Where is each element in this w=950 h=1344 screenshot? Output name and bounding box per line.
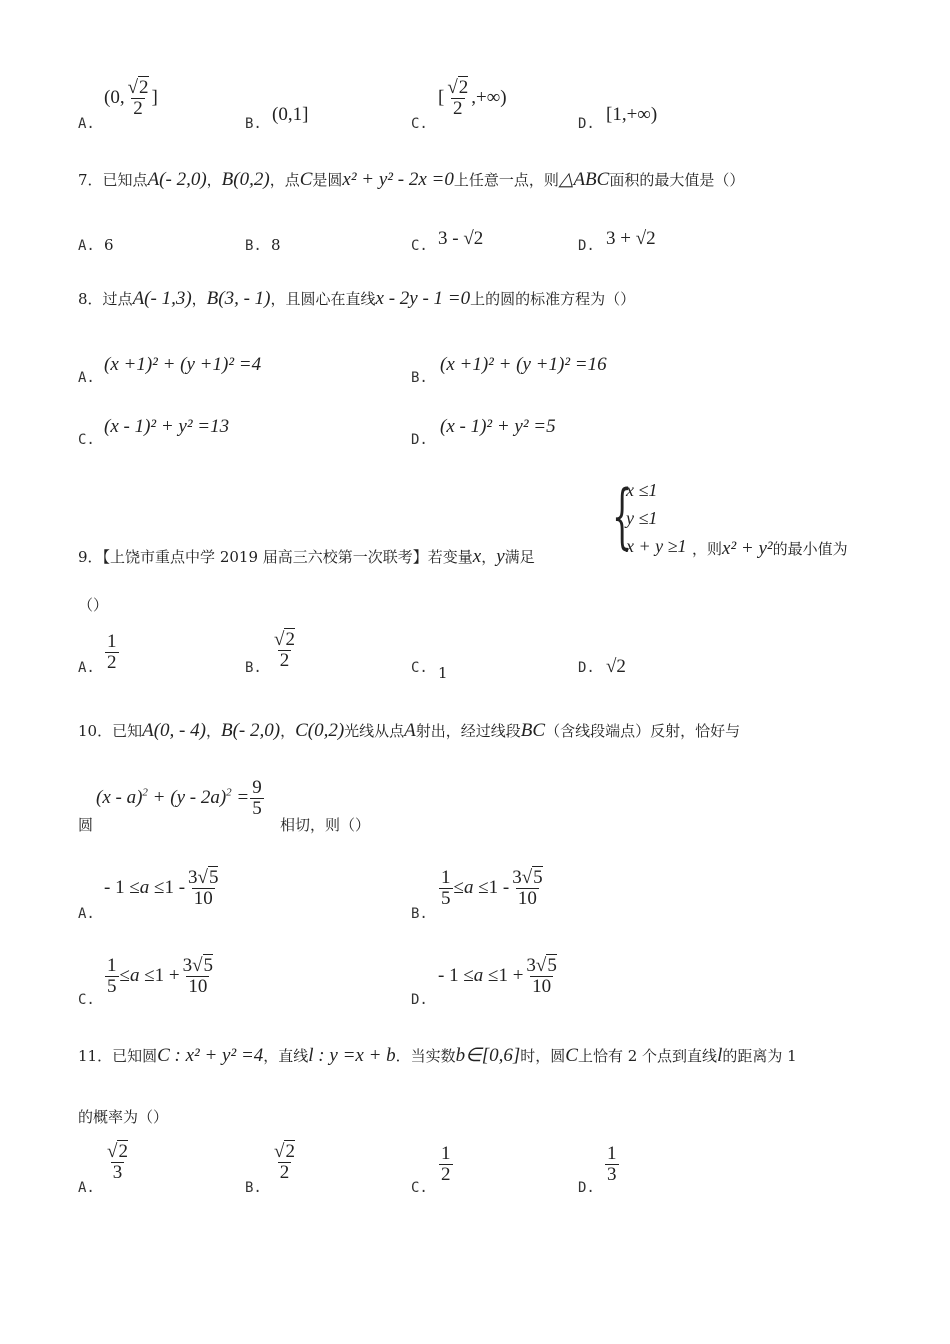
q10-circle-eq: (x - a)$^2$ + (y - 2a)$^2$ = $\frac{9}{5}$ bbox=[96, 777, 262, 819]
q10-option-d-label: D. bbox=[411, 992, 428, 1008]
q9-stem-line1-a bbox=[78, 546, 535, 568]
q10-option-c-label: C. bbox=[78, 992, 95, 1008]
q11-option-a-label: A. bbox=[78, 1180, 95, 1196]
q8-line-eq: x - 2y - 1 =0 bbox=[375, 288, 471, 309]
q11-stem-line1 bbox=[78, 1044, 797, 1067]
q8-option-b-math: (x +1)² + (y +1)² =16 bbox=[440, 354, 607, 375]
q10-var-a: A bbox=[404, 720, 416, 741]
q11-option-c-math: $\frac{1}{2}$ bbox=[441, 1143, 451, 1185]
q6-option-b-math: (0,1] bbox=[272, 104, 309, 125]
q9-text-4: 的最小值为 bbox=[772, 540, 848, 558]
q7-point-a: A(- 2,0) bbox=[147, 169, 207, 190]
q7-circle-eq: x² + y² - 2x =0 bbox=[342, 169, 454, 190]
q8-option-c-label: C. bbox=[78, 432, 95, 448]
q11-condition: b∈[0,6] bbox=[455, 1045, 521, 1066]
q8-point-a: A(- 1,3) bbox=[132, 288, 192, 309]
q10-sep-1: ， bbox=[205, 722, 221, 740]
q9-constraint-3: x + y ≥1 bbox=[626, 536, 687, 556]
q8-point-b: B(3, - 1) bbox=[206, 288, 271, 309]
q9-option-b-math: $\frac{√2}{2}$ bbox=[274, 629, 295, 671]
q11-text-6: 的距离为 1 bbox=[722, 1047, 797, 1065]
q8-option-c-math: (x - 1)² + y² =13 bbox=[104, 416, 230, 437]
q10-option-b-label: B. bbox=[411, 906, 428, 922]
q9-option-d-label: D. bbox=[578, 660, 595, 676]
q9-option-a-label: A. bbox=[78, 660, 95, 676]
q10-option-c-math: $\frac{1}{5}$ ≤a ≤1 + $\frac{3√5}{10}$ bbox=[107, 955, 214, 997]
q11-option-c-label: C. bbox=[411, 1180, 428, 1196]
q6-option-d-label: D. bbox=[578, 116, 595, 132]
q7-option-b-text: 8 bbox=[271, 236, 281, 254]
q6-option-c-math: [ $\frac{√2}{2}$ ,+∞) bbox=[438, 77, 507, 119]
q9-constraint-1: x ≤1 bbox=[626, 480, 658, 500]
q7-text-3: 是圆 bbox=[312, 171, 343, 189]
q10-text-5: 圆 bbox=[78, 816, 94, 834]
q9-text-1: 【上饶市重点中学 2019 届高三六校第一次联考】若变量 bbox=[102, 548, 473, 566]
q7-option-a-label: A. bbox=[78, 238, 95, 254]
q7-text-4: 上任意一点，则 bbox=[453, 171, 559, 189]
q11-number: 11． bbox=[78, 1047, 113, 1065]
q10-sep-2: ， bbox=[280, 722, 296, 740]
q11-text-2: ，直线 bbox=[263, 1047, 309, 1065]
q10-stem-line1 bbox=[78, 720, 740, 742]
q9-brace: { bbox=[612, 475, 633, 557]
q11-text-5: 上恰有 2 个点到直线 bbox=[577, 1047, 718, 1065]
q9-option-c-text: 1 bbox=[438, 664, 448, 682]
q7-option-d-math: 3 + √2 bbox=[606, 228, 656, 249]
q7-triangle: △ABC bbox=[558, 169, 610, 190]
q7-point-b: B(0,2) bbox=[221, 169, 270, 190]
q9-sep: ， bbox=[481, 548, 497, 566]
q11-option-d-math: $\frac{1}{3}$ bbox=[607, 1143, 617, 1185]
q8-text-2: ，且圆心在直线 bbox=[270, 290, 376, 308]
q9-constraint-2: y ≤1 bbox=[626, 508, 658, 528]
q11-text-1: 已知圆 bbox=[112, 1047, 158, 1065]
q7-option-d-label: D. bbox=[578, 238, 595, 254]
q9-var-y: y bbox=[496, 546, 505, 567]
q8-text-3: 上的圆的标准方程为（） bbox=[470, 290, 636, 308]
q11-text-3: ．当实数 bbox=[395, 1047, 456, 1065]
q11-var-l: l bbox=[717, 1045, 723, 1066]
q10-text-4: （含线段端点）反射，恰好与 bbox=[545, 722, 741, 740]
q8-option-d-label: D. bbox=[411, 432, 428, 448]
q11-line-eq: l : y =x + b bbox=[308, 1045, 396, 1066]
q10-option-a-label: A. bbox=[78, 906, 95, 922]
q8-sep: ， bbox=[191, 290, 207, 308]
q7-option-a-text: 6 bbox=[104, 236, 114, 254]
q9-number: 9． bbox=[78, 548, 103, 566]
q9-option-a-math: $\frac{1}{2}$ bbox=[107, 631, 117, 673]
q8-option-b-label: B. bbox=[411, 370, 428, 386]
q7-stem bbox=[78, 168, 744, 191]
q6-option-a-label: A. bbox=[78, 116, 95, 132]
q10-text-1: 已知 bbox=[112, 722, 143, 740]
q7-sep: ， bbox=[206, 171, 222, 189]
q11-option-d-label: D. bbox=[578, 1180, 595, 1196]
q11-option-b-math: $\frac{√2}{2}$ bbox=[274, 1141, 295, 1183]
q6-option-a-math: (0, $\frac{√2}{2}$ ] bbox=[104, 77, 158, 119]
q10-segment: BC bbox=[520, 720, 546, 741]
q8-option-d-math: (x - 1)² + y² =5 bbox=[440, 416, 556, 437]
q7-point-c: C bbox=[299, 169, 313, 190]
q7-text-2: ，点 bbox=[269, 171, 300, 189]
q7-option-c-math: 3 - √2 bbox=[438, 228, 484, 249]
q9-option-b-label: B. bbox=[245, 660, 262, 676]
q6-option-b-label: B. bbox=[245, 116, 262, 132]
q10-point-c: C(0,2) bbox=[295, 720, 345, 741]
q9-stem-line1-b bbox=[692, 538, 848, 560]
q7-option-b-label: B. bbox=[245, 238, 262, 254]
q7-option-c-label: C. bbox=[411, 238, 428, 254]
q9-text-5: （） bbox=[78, 596, 109, 614]
q11-text-7: 的概率为（） bbox=[78, 1108, 169, 1126]
q9-text-2: 满足 bbox=[504, 548, 535, 566]
q8-option-a-label: A. bbox=[78, 370, 95, 386]
q10-option-a-math: - 1 ≤a ≤1 - $\frac{3√5}{10}$ bbox=[104, 867, 219, 909]
q10-point-b: B(- 2,0) bbox=[220, 720, 281, 741]
q9-text-3: ，则 bbox=[692, 540, 723, 558]
q9-option-c-label: C. bbox=[411, 660, 428, 676]
q10-text-3: 射出，经过线段 bbox=[415, 722, 521, 740]
q11-var-c: C bbox=[565, 1045, 578, 1066]
q8-option-a-math: (x +1)² + (y +1)² =4 bbox=[104, 354, 262, 375]
q6-option-d-math: [1,+∞) bbox=[606, 104, 658, 125]
q9-expr: x² + y² bbox=[722, 538, 773, 559]
q11-option-b-label: B. bbox=[245, 1180, 262, 1196]
q8-number: 8． bbox=[78, 290, 103, 308]
q11-option-a-math: $\frac{√2}{3}$ bbox=[107, 1141, 128, 1183]
q10-option-d-math: - 1 ≤a ≤1 + $\frac{3√5}{10}$ bbox=[438, 955, 557, 997]
q10-text-6: 相切，则（） bbox=[280, 816, 371, 834]
q7-number: 7． bbox=[78, 171, 103, 189]
q9-option-d-math: √2 bbox=[606, 656, 626, 677]
q10-point-a: A(0, - 4) bbox=[142, 720, 206, 741]
q6-option-c-label: C. bbox=[411, 116, 428, 132]
q8-text-1: 过点 bbox=[102, 290, 133, 308]
q9-constraint-system bbox=[612, 476, 687, 560]
q8-stem bbox=[78, 288, 635, 310]
q10-text-2: 光线从点 bbox=[344, 722, 405, 740]
q10-number: 10． bbox=[78, 722, 113, 740]
q9-var-x: x bbox=[472, 546, 482, 567]
q7-text-1: 已知点 bbox=[102, 171, 148, 189]
q11-circle-eq: C : x² + y² =4 bbox=[157, 1045, 264, 1066]
q7-text-5: 面积的最大值是（） bbox=[609, 171, 745, 189]
q11-text-4: 时，圆 bbox=[520, 1047, 566, 1065]
q10-option-b-math: $\frac{1}{5}$ ≤a ≤1 - $\frac{3√5}{10}$ bbox=[441, 867, 543, 909]
